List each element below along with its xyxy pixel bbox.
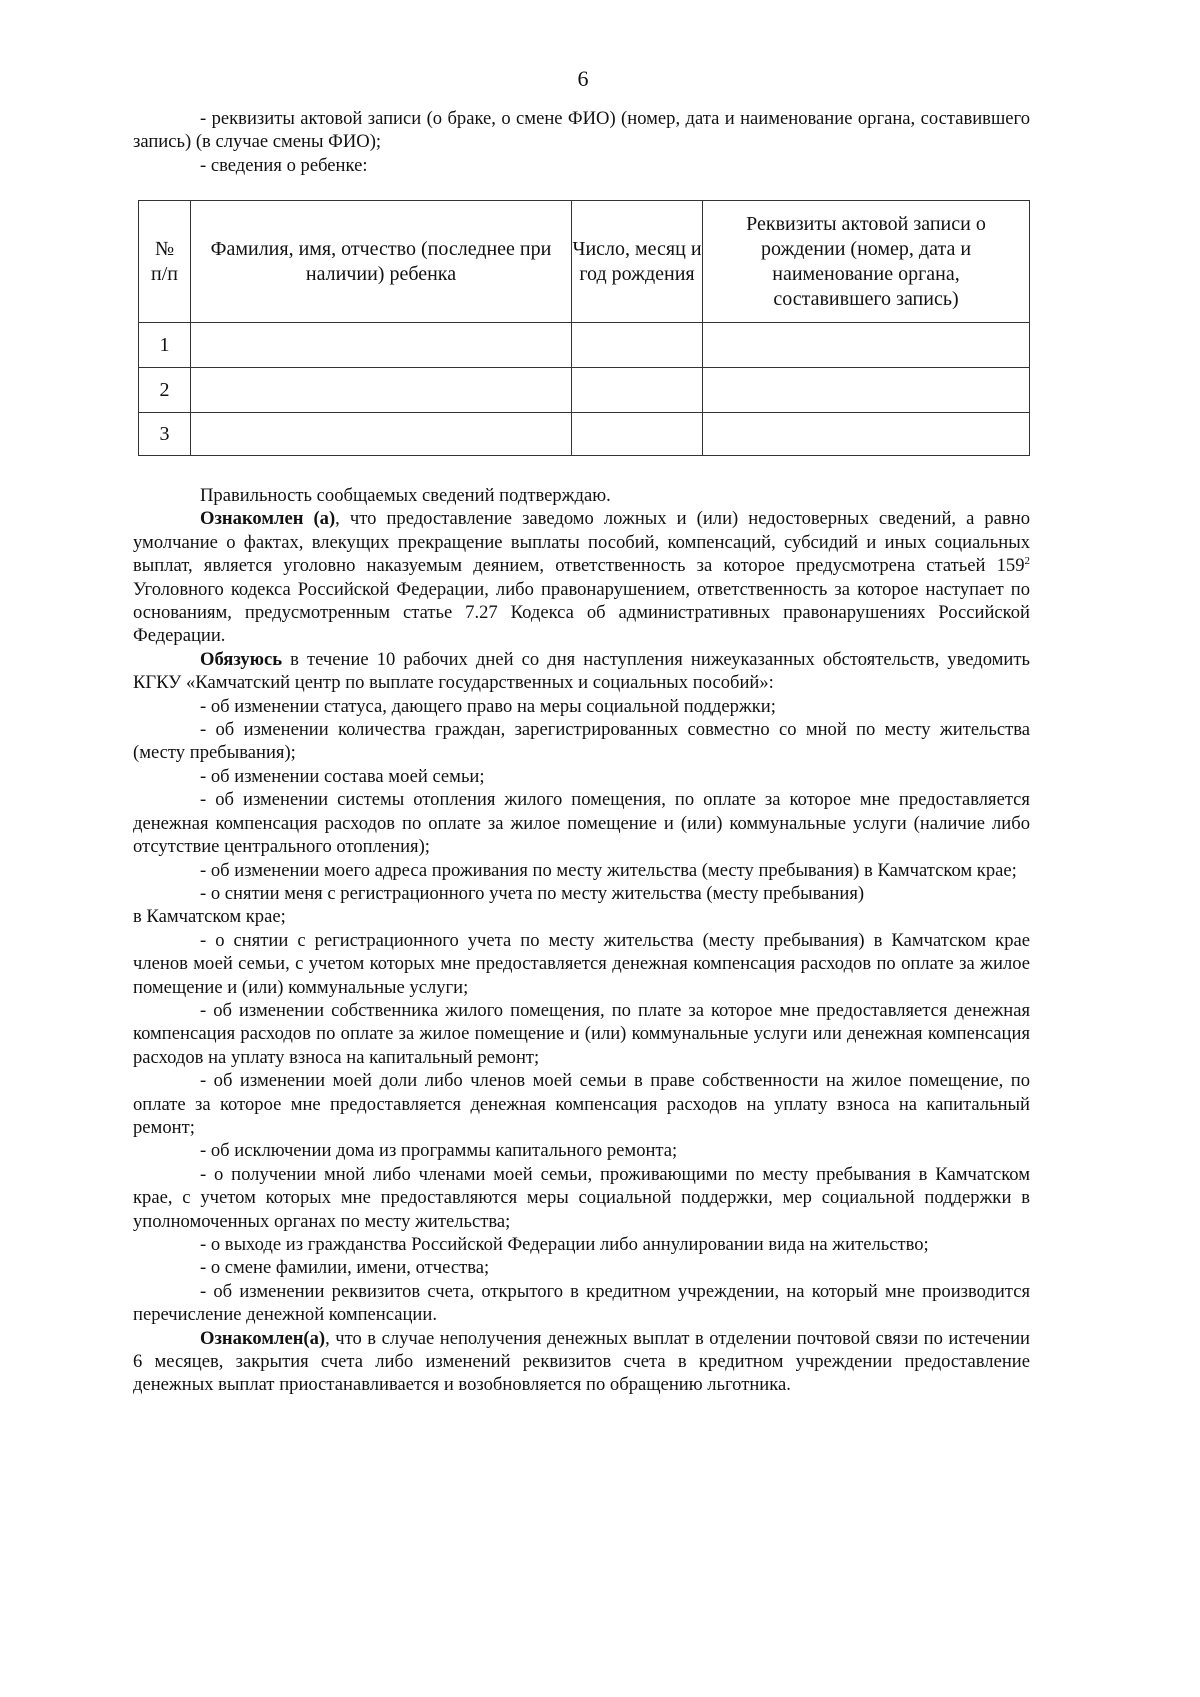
paragraph-text: Уголовного кодекса Российской Федерации, либо правонарушением, ответственность за которое наступает по основаниям, предусмотренным статье 7.27 Кодекса об административных правонарушениях Российской Федерации. [133, 578, 1030, 647]
paragraph-text: - об изменении количества граждан, зарегистрированных совместно со мной по месту жительства (месту пребывания); [133, 719, 1030, 764]
paragraph-text: - о снятии с регистрационного учета по месту жительства (месту пребывания) в Камчатском крае членов моей семьи, с учетом которых мне предоставляется денежная компенсация расходов по оплате за жилое помещение и (или) коммунальные услуги; [133, 929, 1030, 998]
intro-paragraph: - реквизиты актовой записи (о браке, о смене ФИО) (номер, дата и наименование органа, составившего запись) (в случае смены ФИО); [133, 108, 1030, 153]
table-cell [191, 323, 572, 368]
paragraph [133, 882, 1030, 905]
paragraph-text: - об изменении состава моей семьи; [200, 765, 485, 787]
table-row [139, 413, 1030, 456]
paragraph-text: - о получении мной либо членами моей семьи, проживающими по месту пребывания в Камчатском крае, с учетом которых мне предоставляются меры социальной поддержки, мер социальной поддержки в уполномоченных органах по месту жительства; [133, 1163, 1030, 1232]
table-cell: 1 [139, 323, 191, 368]
paragraph [133, 1163, 1030, 1233]
paragraph-text: - об изменении собственника жилого помещения, по плате за которое мне предоставляется денежная компенсация расходов по оплате за жилое помещение и (или) коммунальные услуги или денежная компенсация расходов на уплату взноса на капитальный ремонт; [133, 999, 1030, 1068]
paragraph [133, 905, 1030, 928]
paragraph [133, 484, 1030, 507]
paragraph [133, 765, 1030, 788]
intro-text [133, 107, 1030, 177]
paragraph-text: - об изменении моей доли либо членов моей семьи в праве собственности на жилое помещение, по оплате за которое мне предоставляется денежная компенсация расходов на уплату взноса на капитальный ремонт; [133, 1070, 1030, 1138]
paragraph-text: - об исключении дома из программы капитального ремонта; [200, 1140, 678, 1162]
paragraph [133, 507, 1030, 647]
paragraph-text: - о снятии меня с регистрационного учета по месту жительства (месту пребывания) [200, 882, 865, 904]
paragraph-text: Правильность сообщаемых сведений подтверждаю. [200, 485, 611, 506]
paragraph [133, 1069, 1030, 1139]
document-body [133, 484, 1030, 1397]
table-cell [703, 413, 1030, 456]
paragraph [133, 859, 1030, 882]
table-header-cell: № п/п [139, 201, 191, 323]
table-cell [191, 368, 572, 413]
table-row [139, 323, 1030, 368]
paragraph-text: - об изменении статуса, дающего право на меры социальной поддержки; [200, 695, 776, 717]
paragraph-text: в течение 10 рабочих дней со дня наступления нижеуказанных обстоятельств, уведомить КГКУ «Камчатский центр по выплате государственных и социальных пособий»: [133, 648, 1030, 694]
table-cell: 2 [139, 368, 191, 413]
table-cell [572, 413, 703, 456]
paragraph [133, 1280, 1030, 1327]
table-header-row [139, 201, 1030, 323]
children-table [138, 200, 1030, 456]
paragraph [133, 1327, 1030, 1397]
paragraph-text: - об изменении системы отопления жилого помещения, по оплате за которое мне предоставляется денежная компенсация расходов по оплате за жилое помещение и (или) коммунальные услуги (наличие либо отсутствие центрального отопления); [133, 789, 1030, 858]
paragraph-bold-lead: Ознакомлен (а) [200, 508, 336, 530]
paragraph [133, 999, 1030, 1069]
intro-paragraph: - сведения о ребенке: [200, 154, 368, 176]
table-cell [572, 368, 703, 413]
table-header-cell: Число, месяц и год рождения [572, 201, 703, 323]
paragraph-bold-lead: Обязуюсь [200, 648, 283, 670]
paragraph-bold-lead: Ознакомлен(а) [200, 1327, 326, 1349]
paragraph [133, 648, 1030, 695]
paragraph [133, 1256, 1030, 1279]
paragraph-text: , что предоставление заведомо ложных и (или) недостоверных сведений, а равно умолчание о фактах, влекущих прекращение выплаты пособий, компенсаций, субсидий и иных социальных выплат, является уголовно наказуемым деянием, ответственность за которое предусмотрена статьей 159 [133, 508, 1031, 577]
paragraph-text: - о смене фамилии, имени, отчества; [200, 1257, 490, 1279]
table-cell [572, 323, 703, 368]
table-row [139, 368, 1030, 413]
paragraph-text: в Камчатском крае; [133, 906, 286, 928]
paragraph [133, 718, 1030, 765]
paragraph [133, 929, 1030, 999]
table-header-cell: Реквизиты актовой записи о рождении (номер, дата и наименование органа, составившего запись) [703, 201, 1030, 323]
table-cell: 3 [139, 413, 191, 456]
table-header-cell: Фамилия, имя, отчество (последнее при наличии) ребенка [191, 201, 572, 323]
paragraph-text: - об изменении моего адреса проживания по месту жительства (месту пребывания) в Камчатском крае; [200, 859, 1017, 881]
table-cell [703, 323, 1030, 368]
superscript: 2 [1024, 555, 1030, 568]
paragraph-text: - об изменении реквизитов счета, открытого в кредитном учреждении, на который мне производится перечисление денежной компенсации. [133, 1280, 1030, 1326]
paragraph [133, 695, 1030, 718]
paragraph [133, 1139, 1030, 1162]
table-cell [191, 413, 572, 456]
paragraph [133, 788, 1030, 858]
page-number: 6 [577, 66, 589, 91]
paragraph-text: , что в случае неполучения денежных выплат в отделении почтовой связи по истечении 6 месяцев, закрытия счета либо изменений реквизитов счета в кредитном учреждении предоставление денежных выплат приостанавливается и возобновляется по обращению льготника. [133, 1327, 1030, 1396]
paragraph [133, 1233, 1030, 1256]
table-cell [703, 368, 1030, 413]
paragraph-text: - о выходе из гражданства Российской Федерации либо аннулировании вида на жительство; [200, 1234, 929, 1255]
